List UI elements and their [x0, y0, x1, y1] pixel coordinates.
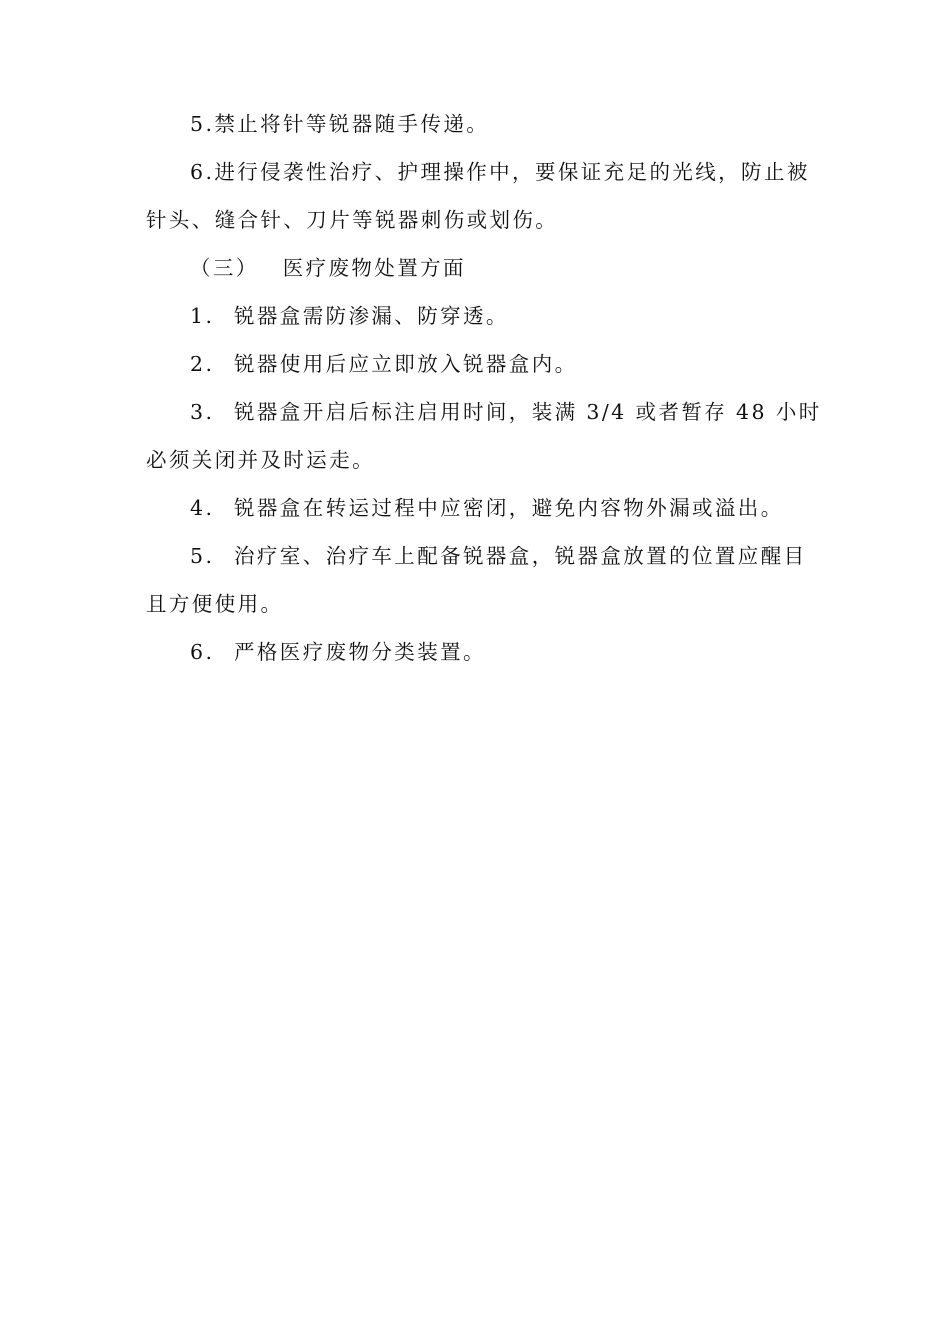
list-item	[146, 532, 826, 628]
list-item-text: 锐器盒开启后标注启用时间，装满 3/4 或者暂存 48 小时必须关闭并及时运走。	[146, 400, 822, 472]
paragraph-number: 6.	[190, 160, 215, 184]
paragraph-text: 禁止将针等锐器随手传递。	[214, 112, 490, 136]
list-item-number: 1.	[190, 304, 215, 328]
paragraph-6	[146, 148, 826, 244]
list-item	[146, 292, 826, 340]
list-item	[146, 628, 826, 676]
list-item-number: 2.	[190, 352, 215, 376]
list-item-number: 4.	[190, 496, 215, 520]
section-title: 医疗废物处置方面	[282, 256, 466, 280]
list-item-number: 6.	[190, 640, 215, 664]
list-item-text: 锐器盒在转运过程中应密闭，避免内容物外漏或溢出。	[234, 496, 784, 520]
list-item-text: 严格医疗废物分类装置。	[234, 640, 486, 664]
list-item-text: 治疗室、治疗车上配备锐器盒，锐器盒放置的位置应醒目且方便使用。	[146, 544, 807, 616]
paragraph-number: 5.	[190, 112, 215, 136]
document-body	[146, 100, 826, 676]
section-marker: （三）	[190, 256, 259, 280]
section-heading	[146, 244, 826, 292]
list-item-text: 锐器使用后应立即放入锐器盒内。	[234, 352, 578, 376]
paragraph-text: 进行侵袭性治疗、护理操作中，要保证充足的光线，防止被针头、缝合针、刀片等锐器刺伤或划伤。	[146, 160, 810, 232]
list-item-number: 5.	[190, 544, 215, 568]
list-item	[146, 484, 826, 532]
list-item	[146, 340, 826, 388]
list-item-text: 锐器盒需防渗漏、防穿透。	[234, 304, 509, 328]
list-item-number: 3.	[190, 400, 215, 424]
paragraph-5	[146, 100, 826, 148]
list-item	[146, 388, 826, 484]
